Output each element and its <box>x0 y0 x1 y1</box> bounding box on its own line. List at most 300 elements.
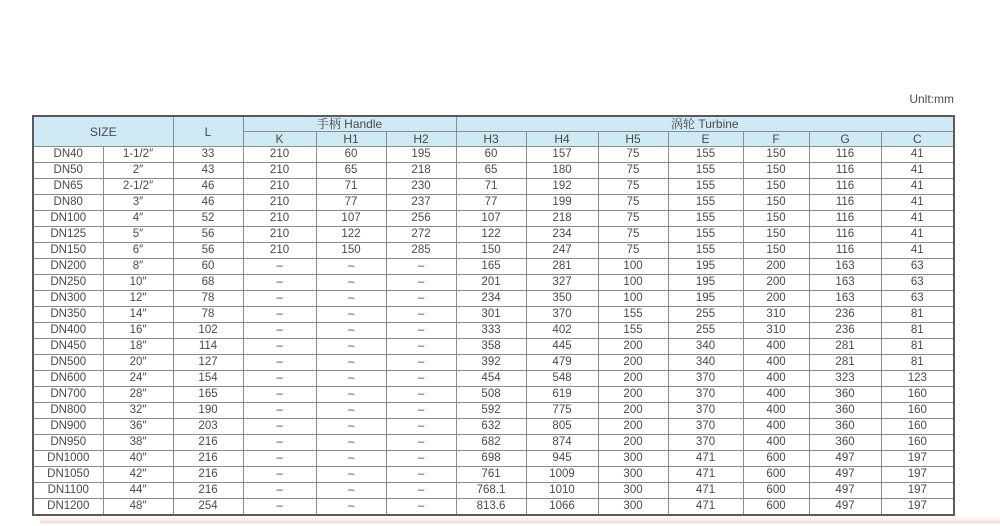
cell-value: 163 <box>809 275 881 291</box>
cell-inch: 36″ <box>103 419 173 435</box>
cell-value: – <box>316 467 386 483</box>
cell-dn: DN80 <box>33 195 103 211</box>
cell-value: – <box>316 435 386 451</box>
cell-value: 75 <box>598 163 668 179</box>
table-row <box>33 291 954 307</box>
cell-inch: 5″ <box>103 227 173 243</box>
cell-value: 150 <box>743 195 809 211</box>
header-col-e: E <box>668 132 743 147</box>
cell-value: 160 <box>881 419 954 435</box>
cell-value: – <box>316 323 386 339</box>
cell-value: 116 <box>809 163 881 179</box>
cell-value: 210 <box>243 195 316 211</box>
cell-value: 203 <box>173 419 243 435</box>
cell-dn: DN125 <box>33 227 103 243</box>
cell-dn: DN700 <box>33 387 103 403</box>
table-row <box>33 227 954 243</box>
cell-value: 75 <box>598 195 668 211</box>
cell-dn: DN350 <box>33 307 103 323</box>
cell-value: 41 <box>881 243 954 259</box>
cell-value: 154 <box>173 371 243 387</box>
cell-inch: 44″ <box>103 483 173 499</box>
cell-value: 127 <box>173 355 243 371</box>
cell-value: – <box>243 419 316 435</box>
cell-value: 100 <box>598 259 668 275</box>
cell-value: 150 <box>316 243 386 259</box>
cell-value: – <box>316 419 386 435</box>
cell-value: – <box>386 483 456 499</box>
cell-value: 150 <box>743 227 809 243</box>
cell-value: 210 <box>243 179 316 195</box>
header-col-c: C <box>881 132 954 147</box>
table-row <box>33 163 954 179</box>
cell-inch: 24″ <box>103 371 173 387</box>
cell-value: – <box>386 307 456 323</box>
cell-dn: DN950 <box>33 435 103 451</box>
cell-value: 116 <box>809 227 881 243</box>
cell-value: 632 <box>456 419 526 435</box>
cell-value: 160 <box>881 435 954 451</box>
cell-value: 945 <box>526 451 598 467</box>
cell-value: 237 <box>386 195 456 211</box>
cell-value: 254 <box>173 499 243 516</box>
cell-value: 358 <box>456 339 526 355</box>
cell-value: 75 <box>598 211 668 227</box>
cell-value: 200 <box>598 339 668 355</box>
cell-value: 592 <box>456 403 526 419</box>
cell-value: – <box>243 499 316 516</box>
cell-value: 100 <box>598 291 668 307</box>
cell-value: 41 <box>881 179 954 195</box>
cell-value: 548 <box>526 371 598 387</box>
spec-table-wrap <box>32 115 955 516</box>
cell-value: – <box>243 435 316 451</box>
cell-dn: DN250 <box>33 275 103 291</box>
cell-value: 301 <box>456 307 526 323</box>
cell-value: 200 <box>743 275 809 291</box>
header-col-h4: H4 <box>526 132 598 147</box>
cell-value: – <box>386 387 456 403</box>
cell-value: – <box>316 403 386 419</box>
cell-value: – <box>316 275 386 291</box>
cell-value: 445 <box>526 339 598 355</box>
cell-value: 497 <box>809 499 881 516</box>
cell-value: 60 <box>173 259 243 275</box>
cell-value: 60 <box>456 147 526 163</box>
cell-value: 400 <box>743 339 809 355</box>
cell-value: 56 <box>173 227 243 243</box>
cell-dn: DN200 <box>33 259 103 275</box>
cell-value: 195 <box>386 147 456 163</box>
cell-value: 454 <box>456 371 526 387</box>
cell-value: 71 <box>456 179 526 195</box>
cell-dn: DN500 <box>33 355 103 371</box>
cell-value: 197 <box>881 483 954 499</box>
cell-value: 155 <box>668 243 743 259</box>
cell-value: 160 <box>881 403 954 419</box>
cell-value: 370 <box>668 371 743 387</box>
table-row <box>33 403 954 419</box>
cell-dn: DN400 <box>33 323 103 339</box>
cell-value: 210 <box>243 227 316 243</box>
cell-value: 310 <box>743 323 809 339</box>
cell-value: – <box>316 499 386 516</box>
cell-value: 197 <box>881 451 954 467</box>
cell-value: 236 <box>809 307 881 323</box>
table-row <box>33 339 954 355</box>
cell-value: 200 <box>598 419 668 435</box>
cell-dn: DN40 <box>33 147 103 163</box>
cell-value: 197 <box>881 499 954 516</box>
bottom-strip <box>40 517 1000 524</box>
cell-inch: 32″ <box>103 403 173 419</box>
cell-value: 46 <box>173 195 243 211</box>
cell-value: 370 <box>668 387 743 403</box>
cell-value: – <box>243 483 316 499</box>
cell-value: – <box>386 259 456 275</box>
cell-value: 218 <box>386 163 456 179</box>
table-row <box>33 275 954 291</box>
cell-value: 360 <box>809 387 881 403</box>
cell-value: 81 <box>881 323 954 339</box>
header-col-f: F <box>743 132 809 147</box>
header-col-h1: H1 <box>316 132 386 147</box>
cell-value: 41 <box>881 211 954 227</box>
table-row <box>33 451 954 467</box>
cell-value: – <box>386 323 456 339</box>
header-col-h3: H3 <box>456 132 526 147</box>
cell-value: 155 <box>668 211 743 227</box>
cell-value: 63 <box>881 259 954 275</box>
cell-value: 256 <box>386 211 456 227</box>
cell-value: 247 <box>526 243 598 259</box>
cell-value: 805 <box>526 419 598 435</box>
cell-value: 77 <box>316 195 386 211</box>
cell-value: 150 <box>743 179 809 195</box>
cell-value: 200 <box>743 291 809 307</box>
cell-value: 201 <box>456 275 526 291</box>
cell-value: 155 <box>668 195 743 211</box>
cell-value: – <box>316 371 386 387</box>
cell-value: 1009 <box>526 467 598 483</box>
cell-inch: 40″ <box>103 451 173 467</box>
cell-value: 150 <box>743 163 809 179</box>
header-col-h2: H2 <box>386 132 456 147</box>
cell-value: 107 <box>456 211 526 227</box>
cell-dn: DN800 <box>33 403 103 419</box>
cell-value: 479 <box>526 355 598 371</box>
cell-dn: DN1200 <box>33 499 103 516</box>
cell-value: – <box>316 291 386 307</box>
cell-value: 333 <box>456 323 526 339</box>
header-size: SIZE <box>33 116 173 147</box>
cell-inch: 4″ <box>103 211 173 227</box>
cell-value: 400 <box>743 435 809 451</box>
cell-value: 65 <box>456 163 526 179</box>
cell-value: 300 <box>598 451 668 467</box>
cell-value: – <box>243 291 316 307</box>
cell-value: 874 <box>526 435 598 451</box>
cell-value: 122 <box>316 227 386 243</box>
header-l: L <box>173 116 243 147</box>
cell-value: 497 <box>809 483 881 499</box>
cell-value: 77 <box>456 195 526 211</box>
valve-dimensions-table <box>32 115 955 516</box>
cell-value: – <box>386 371 456 387</box>
cell-value: – <box>243 323 316 339</box>
cell-value: 41 <box>881 147 954 163</box>
cell-value: 285 <box>386 243 456 259</box>
cell-value: 123 <box>881 371 954 387</box>
cell-value: 300 <box>598 499 668 516</box>
cell-value: 350 <box>526 291 598 307</box>
cell-value: – <box>386 403 456 419</box>
cell-value: 400 <box>743 403 809 419</box>
cell-value: 75 <box>598 243 668 259</box>
cell-value: 255 <box>668 323 743 339</box>
cell-value: 63 <box>881 275 954 291</box>
cell-value: 281 <box>809 339 881 355</box>
cell-value: 340 <box>668 355 743 371</box>
cell-value: 116 <box>809 179 881 195</box>
cell-value: 78 <box>173 307 243 323</box>
cell-value: 230 <box>386 179 456 195</box>
cell-value: 761 <box>456 467 526 483</box>
cell-value: 41 <box>881 195 954 211</box>
cell-value: – <box>243 259 316 275</box>
cell-inch: 2″ <box>103 163 173 179</box>
cell-value: – <box>386 499 456 516</box>
cell-dn: DN100 <box>33 211 103 227</box>
cell-value: 75 <box>598 227 668 243</box>
cell-value: 370 <box>668 435 743 451</box>
cell-value: – <box>386 275 456 291</box>
table-row <box>33 371 954 387</box>
cell-value: 360 <box>809 435 881 451</box>
cell-inch: 18″ <box>103 339 173 355</box>
cell-inch: 38″ <box>103 435 173 451</box>
cell-value: 56 <box>173 243 243 259</box>
table-body <box>33 147 954 516</box>
cell-value: 41 <box>881 163 954 179</box>
header-col-g: G <box>809 132 881 147</box>
cell-value: 400 <box>743 371 809 387</box>
table-row <box>33 387 954 403</box>
cell-value: 340 <box>668 339 743 355</box>
cell-value: 200 <box>598 371 668 387</box>
cell-value: – <box>316 387 386 403</box>
cell-inch: 6″ <box>103 243 173 259</box>
cell-value: – <box>243 387 316 403</box>
cell-value: 1066 <box>526 499 598 516</box>
cell-value: 165 <box>173 387 243 403</box>
cell-value: 218 <box>526 211 598 227</box>
cell-value: 210 <box>243 211 316 227</box>
cell-value: 195 <box>668 291 743 307</box>
cell-value: 81 <box>881 339 954 355</box>
cell-value: 813.6 <box>456 499 526 516</box>
cell-inch: 42″ <box>103 467 173 483</box>
cell-value: – <box>386 451 456 467</box>
cell-value: 155 <box>668 179 743 195</box>
cell-value: – <box>316 355 386 371</box>
cell-value: 281 <box>809 355 881 371</box>
cell-value: 255 <box>668 307 743 323</box>
cell-value: 116 <box>809 147 881 163</box>
header-turbine-group: 涡轮 Turbine <box>456 116 954 132</box>
cell-value: 370 <box>526 307 598 323</box>
table-row <box>33 259 954 275</box>
cell-value: – <box>386 339 456 355</box>
cell-value: 46 <box>173 179 243 195</box>
cell-value: – <box>316 451 386 467</box>
cell-value: 33 <box>173 147 243 163</box>
header-col-k: K <box>243 132 316 147</box>
cell-value: 122 <box>456 227 526 243</box>
cell-value: 63 <box>881 291 954 307</box>
cell-value: – <box>316 259 386 275</box>
cell-value: 327 <box>526 275 598 291</box>
table-row <box>33 499 954 516</box>
cell-value: 200 <box>598 355 668 371</box>
cell-value: 402 <box>526 323 598 339</box>
cell-value: 600 <box>743 467 809 483</box>
cell-value: 360 <box>809 419 881 435</box>
cell-dn: DN50 <box>33 163 103 179</box>
cell-value: 200 <box>598 387 668 403</box>
cell-value: 100 <box>598 275 668 291</box>
cell-value: 150 <box>743 147 809 163</box>
table-row <box>33 435 954 451</box>
cell-value: 52 <box>173 211 243 227</box>
unit-label: Unlt:mm <box>909 92 954 106</box>
cell-value: 234 <box>526 227 598 243</box>
cell-value: 216 <box>173 467 243 483</box>
cell-value: 116 <box>809 195 881 211</box>
table-row <box>33 307 954 323</box>
cell-value: 210 <box>243 147 316 163</box>
cell-value: 600 <box>743 499 809 516</box>
cell-value: – <box>316 483 386 499</box>
cell-value: – <box>386 435 456 451</box>
cell-value: – <box>243 403 316 419</box>
cell-value: 116 <box>809 243 881 259</box>
cell-value: 192 <box>526 179 598 195</box>
cell-value: 775 <box>526 403 598 419</box>
cell-value: 323 <box>809 371 881 387</box>
cell-value: 197 <box>881 467 954 483</box>
cell-value: 768.1 <box>456 483 526 499</box>
cell-value: 68 <box>173 275 243 291</box>
table-row <box>33 243 954 259</box>
cell-value: 65 <box>316 163 386 179</box>
cell-value: – <box>386 467 456 483</box>
cell-value: 281 <box>526 259 598 275</box>
cell-value: 81 <box>881 355 954 371</box>
cell-value: 157 <box>526 147 598 163</box>
cell-value: 81 <box>881 307 954 323</box>
cell-value: 360 <box>809 403 881 419</box>
cell-dn: DN65 <box>33 179 103 195</box>
cell-value: 60 <box>316 147 386 163</box>
cell-value: 370 <box>668 419 743 435</box>
cell-value: 165 <box>456 259 526 275</box>
cell-value: 392 <box>456 355 526 371</box>
cell-value: 310 <box>743 307 809 323</box>
cell-value: 471 <box>668 483 743 499</box>
cell-value: 300 <box>598 483 668 499</box>
cell-value: – <box>386 291 456 307</box>
cell-value: 471 <box>668 451 743 467</box>
cell-value: 199 <box>526 195 598 211</box>
cell-inch: 48″ <box>103 499 173 516</box>
cell-value: 163 <box>809 291 881 307</box>
cell-value: – <box>243 467 316 483</box>
cell-value: 155 <box>668 163 743 179</box>
cell-value: 619 <box>526 387 598 403</box>
cell-value: – <box>243 451 316 467</box>
cell-value: 190 <box>173 403 243 419</box>
cell-inch: 12″ <box>103 291 173 307</box>
cell-value: 600 <box>743 451 809 467</box>
cell-value: 155 <box>668 147 743 163</box>
cell-value: – <box>243 355 316 371</box>
cell-value: 234 <box>456 291 526 307</box>
cell-value: 471 <box>668 499 743 516</box>
table-row <box>33 211 954 227</box>
cell-value: 114 <box>173 339 243 355</box>
cell-value: 400 <box>743 387 809 403</box>
table-row <box>33 467 954 483</box>
cell-value: 195 <box>668 275 743 291</box>
cell-value: 71 <box>316 179 386 195</box>
cell-inch: 3″ <box>103 195 173 211</box>
cell-value: 216 <box>173 451 243 467</box>
cell-inch: 2-1/2″ <box>103 179 173 195</box>
cell-value: – <box>243 371 316 387</box>
header-handle-group: 手柄 Handle <box>243 116 456 132</box>
cell-value: 155 <box>598 323 668 339</box>
cell-value: 163 <box>809 259 881 275</box>
cell-value: 1010 <box>526 483 598 499</box>
cell-value: – <box>386 419 456 435</box>
cell-value: – <box>316 307 386 323</box>
table-row <box>33 195 954 211</box>
cell-value: 200 <box>598 403 668 419</box>
cell-value: 497 <box>809 451 881 467</box>
cell-value: 75 <box>598 147 668 163</box>
header-col-h5: H5 <box>598 132 668 147</box>
cell-inch: 28″ <box>103 387 173 403</box>
cell-dn: DN450 <box>33 339 103 355</box>
cell-value: 200 <box>598 435 668 451</box>
cell-dn: DN300 <box>33 291 103 307</box>
table-row <box>33 419 954 435</box>
cell-value: 78 <box>173 291 243 307</box>
table-row <box>33 179 954 195</box>
cell-inch: 8″ <box>103 259 173 275</box>
cell-value: 300 <box>598 467 668 483</box>
cell-value: 102 <box>173 323 243 339</box>
cell-value: 180 <box>526 163 598 179</box>
cell-dn: DN1050 <box>33 467 103 483</box>
cell-value: 236 <box>809 323 881 339</box>
cell-value: 107 <box>316 211 386 227</box>
cell-value: – <box>386 355 456 371</box>
cell-value: – <box>243 275 316 291</box>
cell-value: 150 <box>743 243 809 259</box>
cell-value: 150 <box>743 211 809 227</box>
